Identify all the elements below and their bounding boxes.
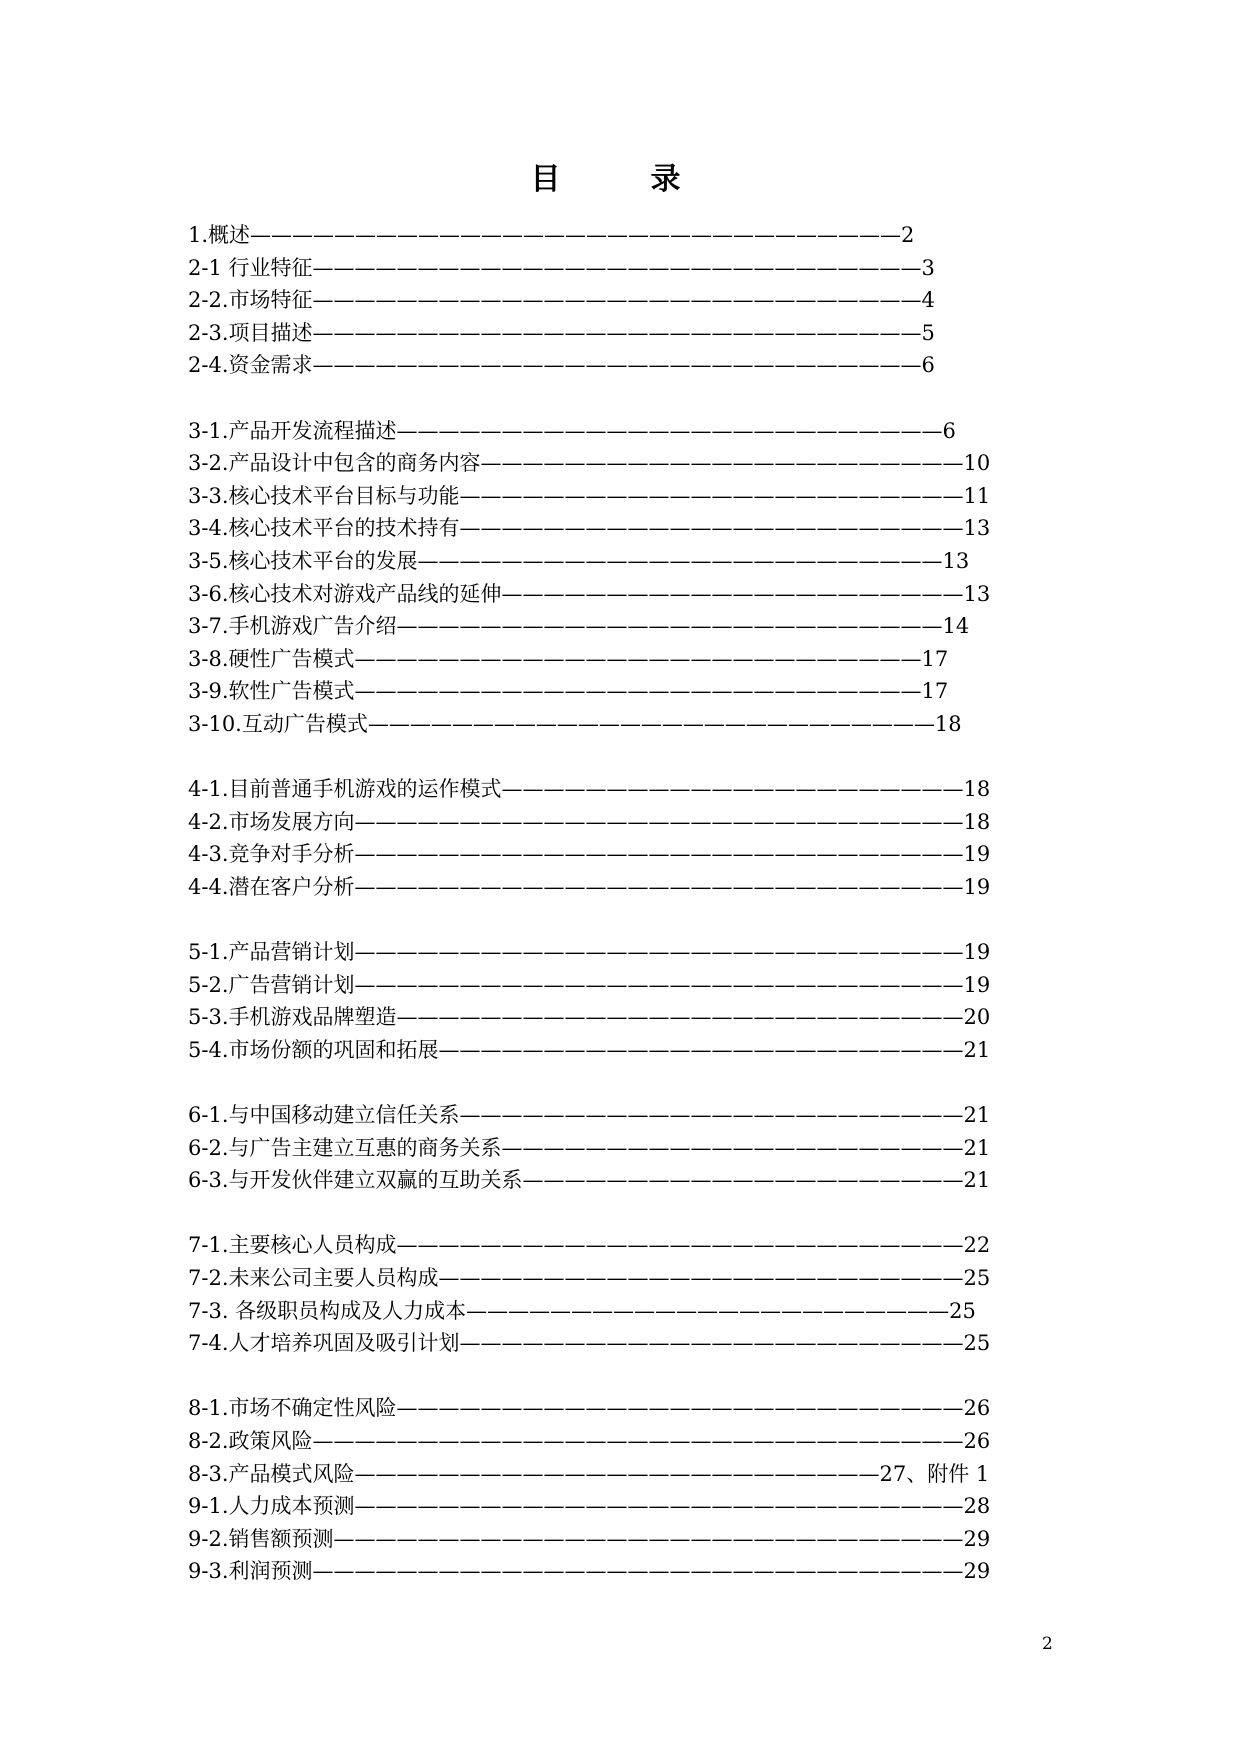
toc-entry[interactable]: 3-6.核心技术对游戏产品线的延伸——————————————————————13 (188, 581, 991, 606)
toc-entry[interactable]: 5-2.广告营销计划—————————————————————————————19 (188, 972, 991, 997)
toc-entry[interactable]: 2-2.市场特征—————————————————————————————4 (188, 288, 935, 313)
toc-entry[interactable]: 3-8.硬性广告模式———————————————————————————17 (188, 646, 949, 671)
toc-entry[interactable]: 6-2.与广告主建立互惠的商务关系——————————————————————21 (188, 1135, 991, 1160)
toc-entry[interactable]: 7-4.人才培养巩固及吸引计划————————————————————————25 (188, 1331, 991, 1356)
toc-entry[interactable]: 3-10.互动广告模式———————————————————————————18 (188, 711, 962, 736)
section-gap (188, 382, 1068, 415)
toc-entry[interactable]: 3-4.核心技术平台的技术持有————————————————————————13 (188, 516, 991, 541)
toc-entry[interactable]: 3-7.手机游戏广告介绍——————————————————————————14 (188, 614, 970, 639)
toc-entry[interactable]: 8-1.市场不确定性风险———————————————————————————26 (188, 1396, 991, 1421)
table-of-contents (188, 219, 1068, 1588)
section-gap (188, 741, 1068, 774)
toc-entry[interactable]: 3-3.核心技术平台目标与功能————————————————————————11 (188, 483, 991, 508)
toc-entry[interactable]: 7-3. 各级职员构成及人力成本———————————————————————25 (188, 1298, 976, 1323)
toc-entry[interactable]: 3-5.核心技术平台的发展—————————————————————————13 (188, 548, 970, 573)
page-number: 2 (1042, 1634, 1053, 1654)
toc-entry[interactable]: 4-1.目前普通手机游戏的运作模式——————————————————————18 (188, 777, 991, 802)
toc-entry[interactable]: 5-3.手机游戏品牌塑造———————————————————————————20 (188, 1005, 991, 1030)
toc-entry[interactable]: 4-2.市场发展方向—————————————————————————————18 (188, 809, 991, 834)
toc-entry[interactable]: 3-2.产品设计中包含的商务内容———————————————————————10 (188, 451, 991, 476)
toc-entry[interactable]: 1.概述———————————————————————————————2 (188, 223, 915, 247)
toc-entry[interactable]: 2-4.资金需求—————————————————————————————6 (188, 353, 935, 378)
toc-entry[interactable]: 9-1.人力成本预测—————————————————————————————28 (188, 1494, 991, 1519)
toc-entry[interactable]: 5-1.产品营销计划—————————————————————————————19 (188, 940, 991, 965)
toc-entry[interactable]: 2-1 行业特征—————————————————————————————3 (188, 255, 935, 280)
toc-entry[interactable]: 9-2.销售额预测——————————————————————————————29 (188, 1526, 991, 1551)
toc-entry[interactable]: 5-4.市场份额的巩固和拓展—————————————————————————21 (188, 1037, 991, 1062)
toc-entry[interactable]: 2-3.项目描述—————————————————————————————5 (188, 320, 935, 345)
toc-entry[interactable]: 9-3.利润预测———————————————————————————————29 (188, 1559, 991, 1584)
section-gap (188, 903, 1068, 936)
toc-entry[interactable]: 8-2.政策风险———————————————————————————————26 (188, 1428, 991, 1453)
toc-entry[interactable]: 7-1.主要核心人员构成———————————————————————————22 (188, 1233, 991, 1258)
toc-entry[interactable]: 6-1.与中国移动建立信任关系————————————————————————21 (188, 1103, 991, 1128)
toc-entry[interactable]: 8-3.产品模式风险—————————————————————————27、附件 1 (188, 1461, 990, 1486)
section-gap (188, 1197, 1068, 1230)
toc-entry[interactable]: 4-3.竞争对手分析—————————————————————————————19 (188, 842, 991, 867)
toc-entry[interactable]: 3-1.产品开发流程描述——————————————————————————6 (188, 418, 956, 443)
section-gap (188, 1360, 1068, 1393)
section-gap (188, 1066, 1068, 1099)
toc-entry[interactable]: 4-4.潜在客户分析—————————————————————————————19 (188, 874, 991, 899)
toc-entry[interactable]: 3-9.软性广告模式———————————————————————————17 (188, 679, 949, 704)
toc-entry[interactable]: 6-3.与开发伙伴建立双赢的互助关系—————————————————————21 (188, 1168, 991, 1193)
toc-entry[interactable]: 7-2.未来公司主要人员构成—————————————————————————25 (188, 1266, 991, 1290)
page-title: 目 录 (530, 162, 711, 197)
